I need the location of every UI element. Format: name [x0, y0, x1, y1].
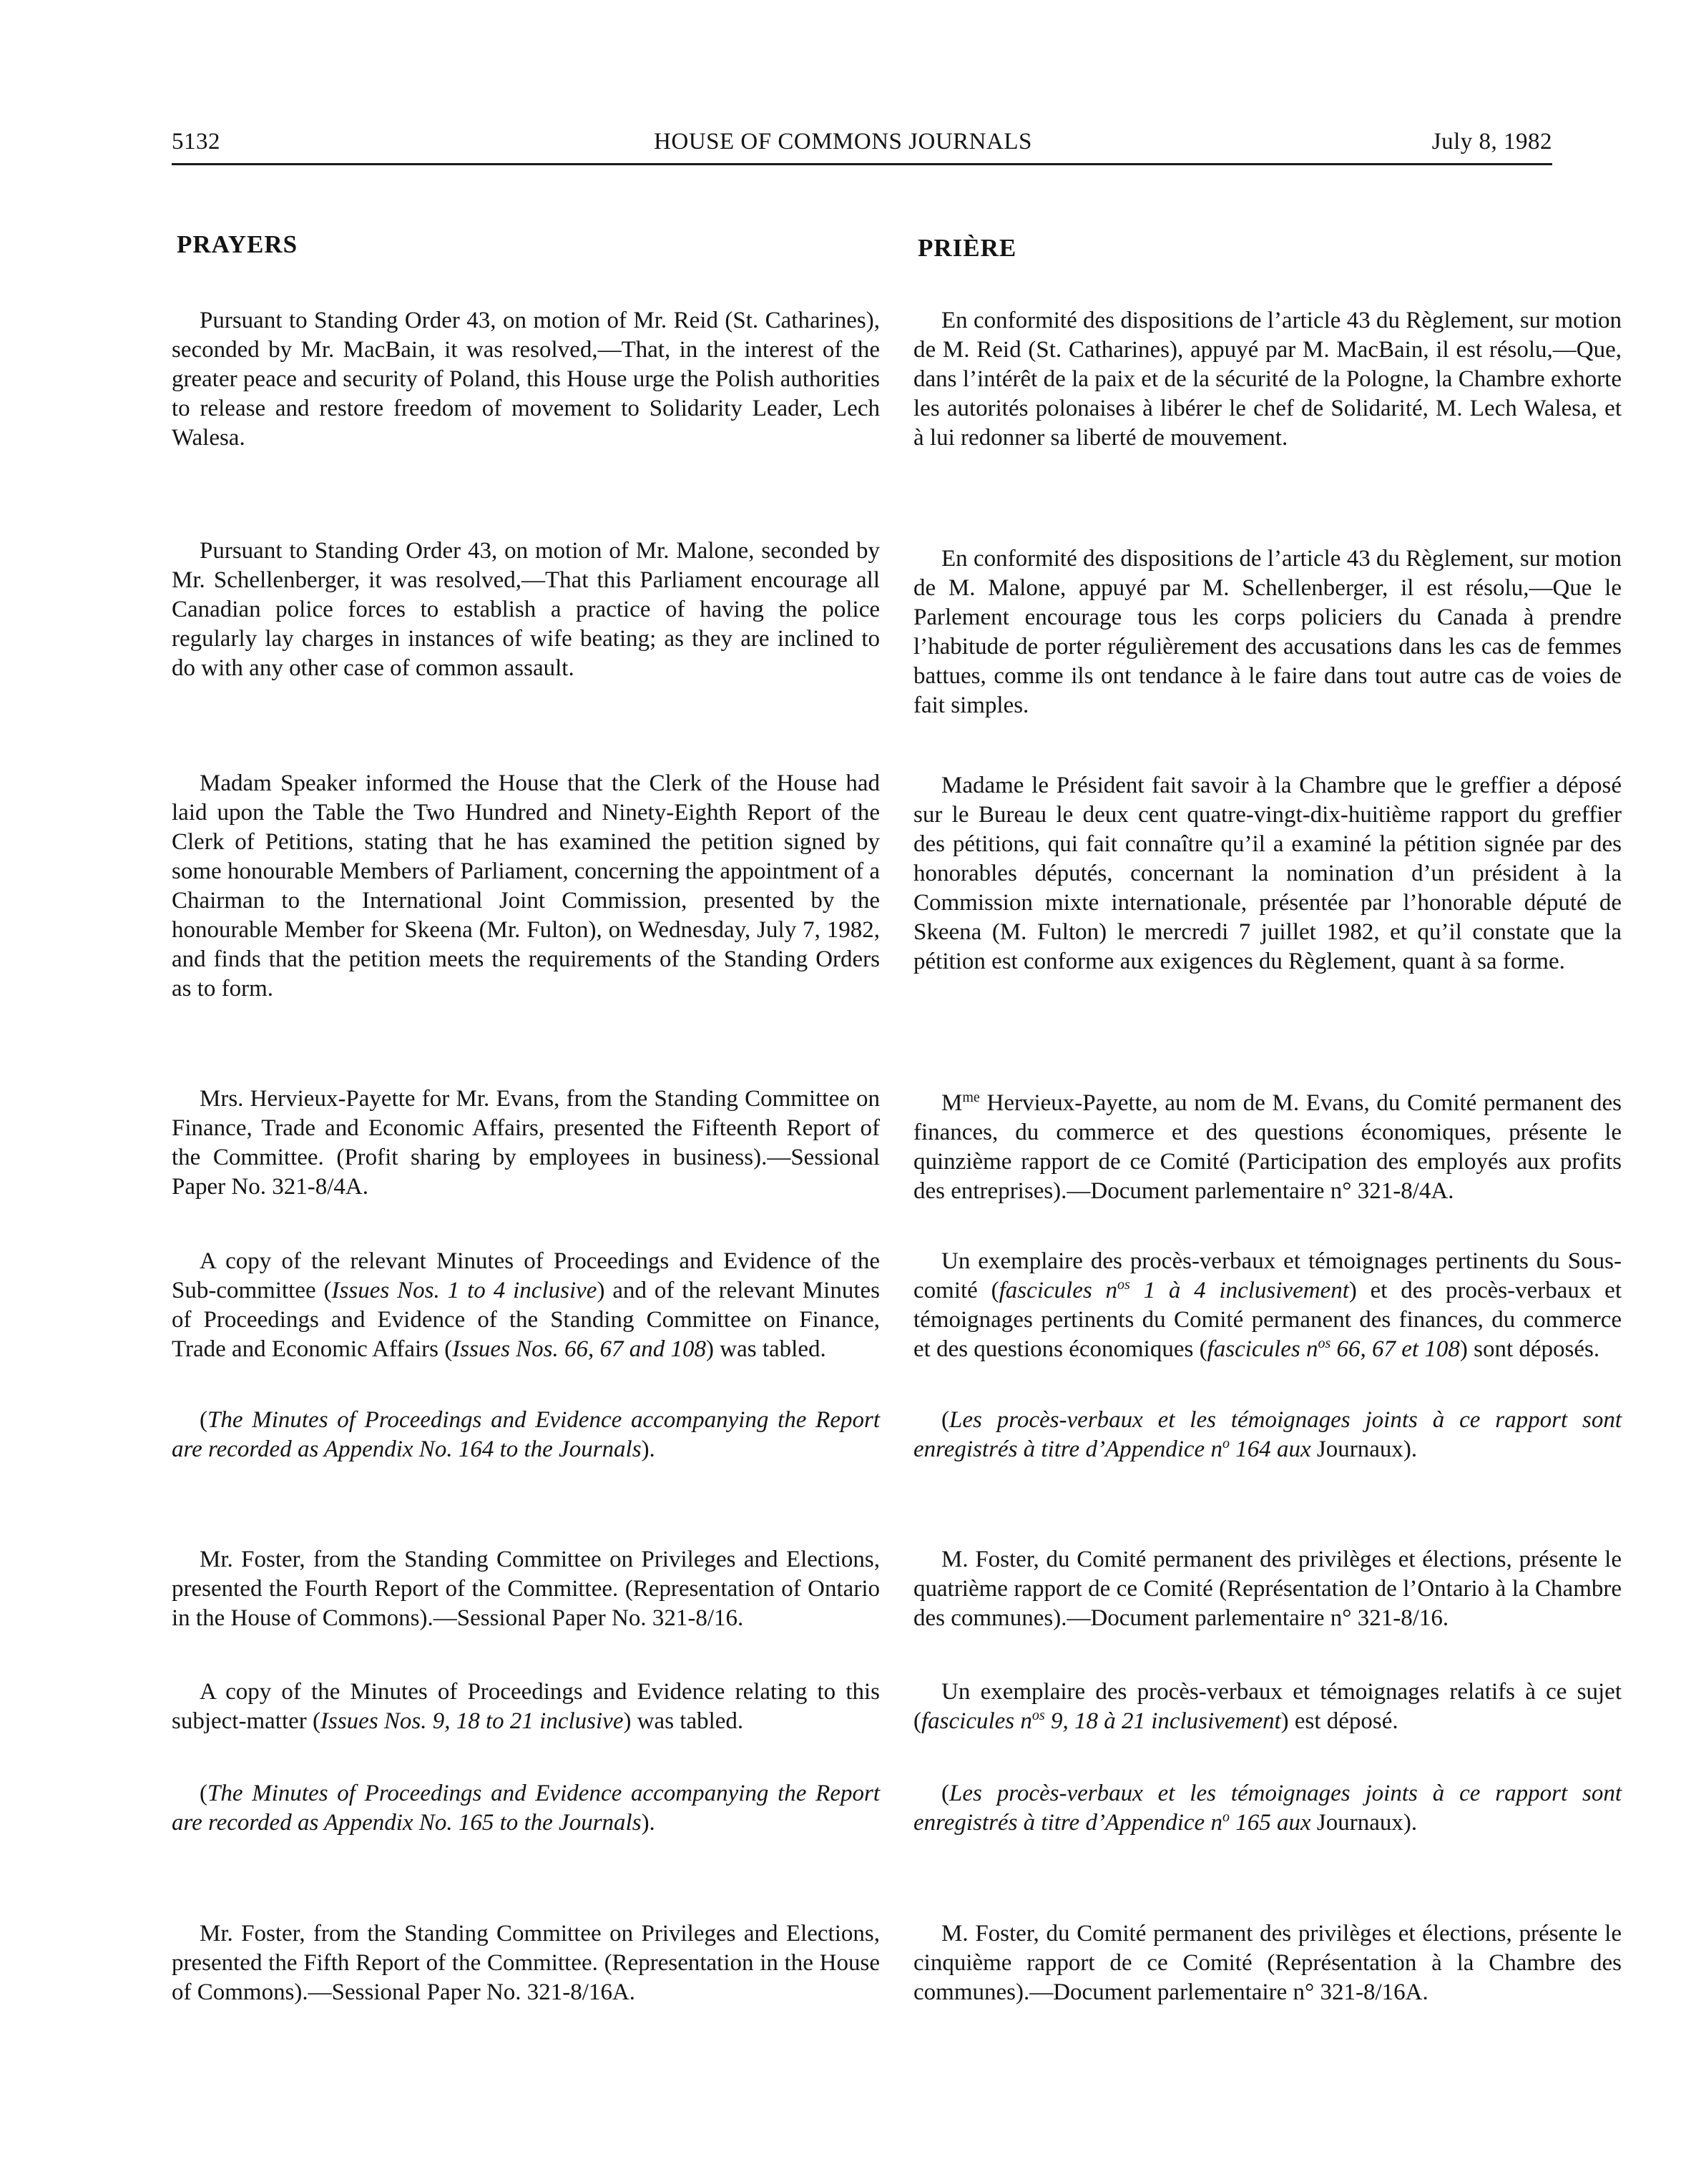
english-paragraph-5: A copy of the relevant Minutes of Proceedings and Evidence of the Sub-committee (Issues Nos. 1 to 4 inclusive) and of the relevant Minutes of Proceedings and Evidence of the Standing Committee on Finance, Trade and Economic Affairs (Issues Nos. 66, 67 and 108) was tabled. — [172, 1248, 880, 1362]
french-paragraph-8: Un exemplaire des procès-verbaux et témoignages relatifs à ce sujet (fascicules $n^{os}$ 9, 18 à 21 inclusivement) est déposé. — [913, 1679, 1622, 1734]
english-paragraph-6: (The Minutes of Proceedings and Evidence accompanying the Report are recorded as Appendix No. 164 to the Journals). — [172, 1407, 880, 1462]
english-heading: PRAYERS — [177, 230, 298, 258]
header-rule — [172, 163, 1552, 165]
page-number: 5132 — [172, 129, 220, 155]
french-heading: PRIÈRE — [918, 234, 1017, 262]
english-paragraph-9: (The Minutes of Proceedings and Evidence accompanying the Report are recorded as Appendix No. 165 to the Journals). — [172, 1781, 880, 1836]
french-paragraph-5: Un exemplaire des procès-verbaux et témoignages pertinents du Sous-comité (fascicules $n^{os}$ 1 à 4 inclusivement) et des procès-verbaux et témoignages pertinents du Comité permanent des finances, du commerce et des questions économiques (fascicules $n^{os}$ 66, 67 et 108) sont déposés. — [913, 1248, 1622, 1362]
french-paragraph-3: Madame le Président fait savoir à la Chambre que le greffier a déposé sur le Bureau le deux cent quatre-vingt-dix-huitième rapport du greffier des pétitions, qui fait connaître qu’il a examiné la pétition signée par des honorables députés, concernant la nomination d’un président à la Commission mixte internationale, présentée par l’honorable député de Skeena (M. Fulton) le mercredi 7 juillet 1982, et qu’il constate que la pétition est conforme aux exigences du Règlement, quant à sa forme. — [913, 773, 1622, 974]
english-paragraph-4: Mrs. Hervieux-Payette for Mr. Evans, from the Standing Committee on Finance, Trade and Economic Affairs, presented the Fifteenth Report of the Committee. (Profit sharing by employees in business).—Sessional Paper No. 321-8/4A. — [172, 1086, 880, 1200]
french-paragraph-6: (Les procès-verbaux et les témoignages joints à ce rapport sont enregistrés à titre d’Appendice $n^o$ 164 aux Journaux). — [913, 1407, 1622, 1462]
english-paragraph-3: Madam Speaker informed the House that the Clerk of the House had laid upon the Table the Two Hundred and Ninety-Eighth Report of the Clerk of Petitions, stating that he has examined the petition signed by some honourable Members of Parliament, concerning the appointment of a Chairman to the International Joint Commission, presented by the honourable Member for Skeena (Mr. Fulton), on Wednesday, July 7, 1982, and finds that the petition meets the requirements of the Standing Orders as to form. — [172, 770, 880, 1002]
french-paragraph-9: (Les procès-verbaux et les témoignages joints à ce rapport sont enregistrés à titre d’Appendice $n^o$ 165 aux Journaux). — [913, 1781, 1622, 1836]
journal-title: HOUSE OF COMMONS JOURNALS — [654, 129, 1032, 155]
french-paragraph-4: $M^{me}$ Hervieux-Payette, au nom de M. Evans, du Comité permanent des finances, du commerce et des questions économiques, présente le quinzième rapport de ce Comité (Participation des employés aux profits des entreprises).—Document parlementaire n° 321-8/4A. — [913, 1089, 1622, 1204]
english-paragraph-7: Mr. Foster, from the Standing Committee on Privileges and Elections, presented the Fourth Report of the Committee. (Representation of Ontario in the House of Commons).—Sessional Paper No. 321-8/16. — [172, 1547, 880, 1631]
english-paragraph-2: Pursuant to Standing Order 43, on motion of Mr. Malone, seconded by Mr. Schellenberger, it was resolved,—That this Parliament encourage all Canadian police forces to establish a practice of having the police regularly lay charges in instances of wife beating; as they are inclined to do with any other case of common assault. — [172, 538, 880, 681]
french-paragraph-7: M. Foster, du Comité permanent des privilèges et élections, présente le quatrième rapport de ce Comité (Représentation de l’Ontario à la Chambre des communes).—Document parlementaire n° 321-8/16. — [913, 1547, 1622, 1631]
english-paragraph-1: Pursuant to Standing Order 43, on motion of Mr. Reid (St. Catharines), seconded by Mr. MacBain, it was resolved,—That, in the interest of the greater peace and security of Poland, this House urge the Polish authorities to release and restore freedom of movement to Solidarity Leader, Lech Walesa. — [172, 308, 880, 451]
english-paragraph-8: A copy of the Minutes of Proceedings and Evidence relating to this subject-matter (Issues Nos. 9, 18 to 21 inclusive) was tabled. — [172, 1679, 880, 1734]
journal-date: July 8, 1982 — [1431, 129, 1552, 155]
french-paragraph-1: En conformité des dispositions de l’article 43 du Règlement, sur motion de M. Reid (St. Catharines), appuyé par M. MacBain, il est résolu,—Que, dans l’intérêt de la paix et de la sécurité de la Pologne, la Chambre exhorte les autorités polonaises à libérer le chef de Solidarité, M. Lech Walesa, et à lui redonner sa liberté de mouvement. — [913, 308, 1622, 451]
french-paragraph-10: M. Foster, du Comité permanent des privilèges et élections, présente le cinquième rapport de ce Comité (Représentation à la Chambre des communes).—Document parlementaire n° 321-8/16A. — [913, 1921, 1622, 2005]
english-paragraph-10: Mr. Foster, from the Standing Committee on Privileges and Elections, presented the Fifth Report of the Committee. (Representation in the House of Commons).—Sessional Paper No. 321-8/16A. — [172, 1921, 880, 2005]
french-paragraph-2: En conformité des dispositions de l’article 43 du Règlement, sur motion de M. Malone, appuyé par M. Schellenberger, il est résolu,—Que le Parlement encourage tous les corps policiers du Canada à prendre l’habitude de porter régulièrement des accusations dans les cas de femmes battues, comme ils ont tendance à le faire dans tout autre cas de voies de fait simples. — [913, 546, 1622, 718]
